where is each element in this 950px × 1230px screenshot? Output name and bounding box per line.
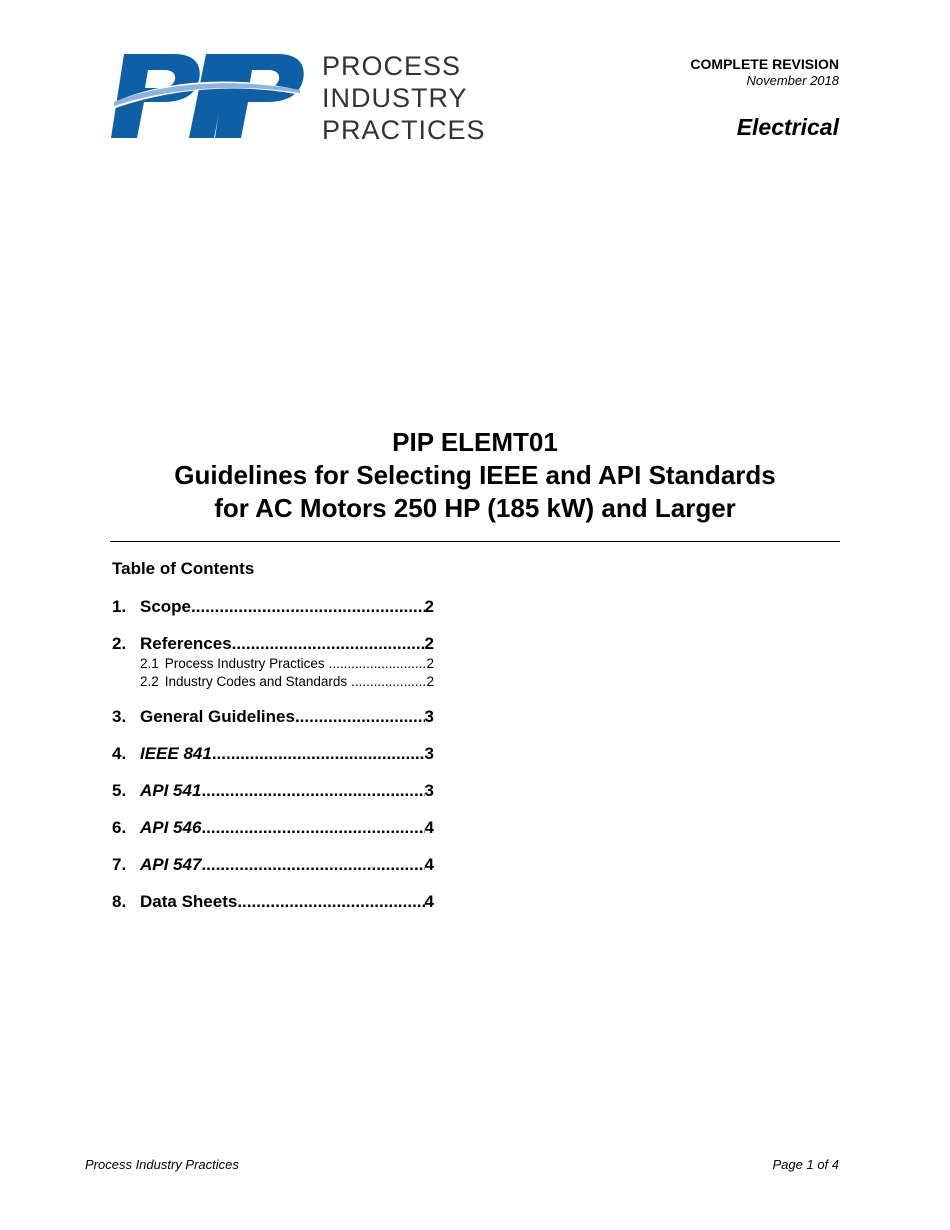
toc-subentry-title: Process Industry Practices	[164, 656, 325, 671]
document-title	[0, 426, 950, 525]
toc-entry-title: API 546	[140, 818, 202, 837]
toc-subentry-process-industry-practices[interactable]	[112, 655, 434, 673]
toc-leader	[191, 596, 425, 618]
toc-entry-api-547[interactable]	[112, 854, 434, 876]
title-line-2: Guidelines for Selecting IEEE and API Standards	[174, 460, 776, 490]
toc-entry-title: General Guidelines	[140, 707, 295, 726]
toc-entry-number: 4.	[112, 744, 127, 763]
toc-subentry-page: 2	[426, 656, 434, 671]
logo-word-practices: PRACTICES	[322, 115, 486, 145]
toc-entry-title: Scope	[140, 597, 192, 616]
logo-wordmark	[322, 50, 486, 146]
toc-entry-api-546[interactable]	[112, 817, 434, 839]
toc-entry-number: 3.	[112, 707, 127, 726]
title-line-3: for AC Motors 250 HP (185 kW) and Larger	[214, 493, 736, 523]
toc-leader	[201, 817, 424, 839]
toc-entry-number: 5.	[112, 781, 127, 800]
revision-date: November 2018	[746, 73, 839, 88]
table-of-contents	[112, 596, 434, 913]
footer-page-number: Page 1 of 4	[772, 1157, 839, 1172]
title-divider	[110, 541, 840, 542]
toc-entry-page: 2	[424, 597, 434, 616]
pip-logo	[110, 52, 306, 140]
toc-entry-number: 7.	[112, 855, 127, 874]
toc-entry-title: Data Sheets	[140, 892, 238, 911]
logo-text: PIP	[110, 52, 112, 53]
toc-leader	[232, 633, 425, 655]
toc-leader	[295, 706, 425, 728]
toc-subentry-number: 2.2	[140, 674, 159, 689]
toc-entry-page: 3	[424, 781, 434, 800]
toc-entry-ieee-841[interactable]	[112, 743, 434, 765]
toc-entry-scope[interactable]	[112, 596, 434, 618]
toc-entry-page: 3	[424, 744, 434, 763]
toc-leader	[329, 655, 427, 673]
toc-entry-general-guidelines[interactable]	[112, 706, 434, 728]
revision-info	[690, 56, 839, 89]
toc-entry-number: 8.	[112, 892, 127, 911]
toc-entry-page: 2	[424, 634, 434, 653]
toc-entry-data-sheets[interactable]	[112, 891, 434, 913]
toc-entry-references[interactable]	[112, 633, 434, 655]
document-category: Electrical	[736, 114, 839, 140]
toc-entry-page: 4	[424, 892, 434, 911]
title-line-1: PIP ELEMT01	[392, 427, 558, 457]
toc-entry-page: 4	[424, 818, 434, 837]
toc-entry-title: IEEE 841	[140, 744, 212, 763]
toc-entry-page: 3	[424, 707, 434, 726]
toc-subentry-number: 2.1	[140, 656, 159, 671]
toc-entry-title: References	[140, 634, 232, 653]
toc-subentry-title: Industry Codes and Standards	[164, 674, 348, 689]
toc-entry-title: API 547	[140, 855, 202, 874]
toc-entry-page: 4	[424, 855, 434, 874]
toc-leader	[237, 891, 424, 913]
toc-subentry-page: 2	[426, 674, 434, 689]
toc-subentry-industry-codes[interactable]	[112, 673, 434, 691]
toc-leader	[201, 780, 424, 802]
footer-organization: Process Industry Practices	[85, 1157, 239, 1172]
toc-entry-api-541[interactable]	[112, 780, 434, 802]
toc-entry-number: 6.	[112, 818, 127, 837]
toc-leader	[212, 743, 425, 765]
toc-entry-number: 2.	[112, 634, 127, 653]
toc-entry-number: 1.	[112, 597, 127, 616]
logo-word-process: PROCESS	[322, 51, 462, 81]
toc-leader	[351, 673, 426, 691]
toc-heading: Table of Contents	[112, 559, 255, 578]
logo-word-industry: INDUSTRY	[322, 83, 468, 113]
toc-leader	[201, 854, 424, 876]
toc-entry-title: API 541	[140, 781, 202, 800]
revision-status: COMPLETE REVISION	[690, 56, 839, 72]
